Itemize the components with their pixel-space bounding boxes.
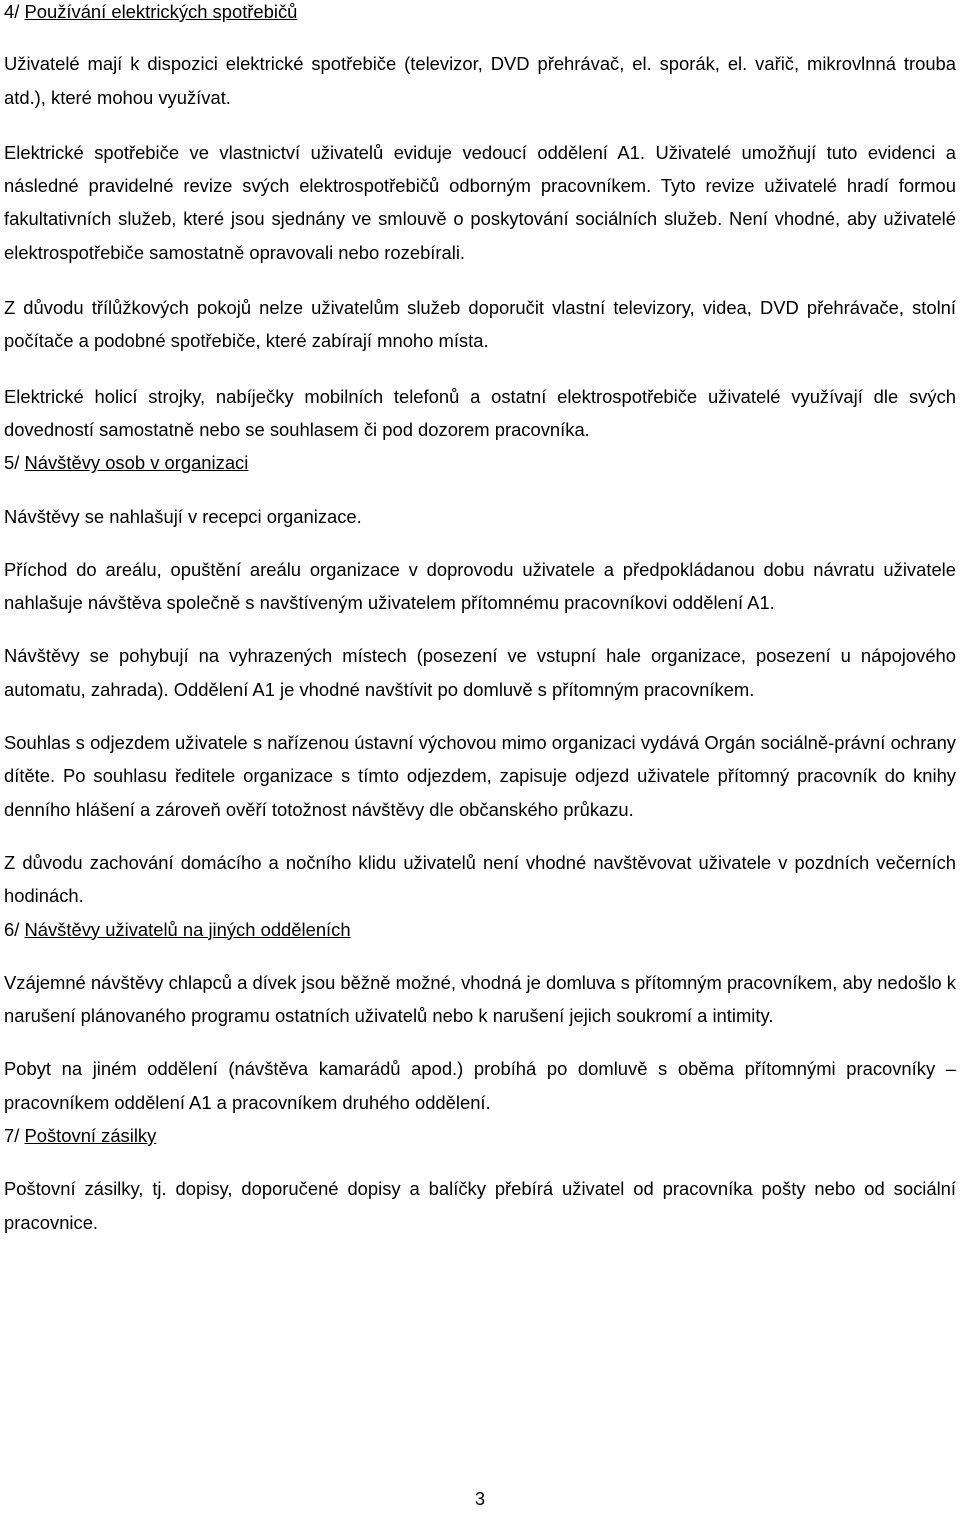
section-number: 7/ — [4, 1125, 20, 1147]
paragraph: Elektrické spotřebiče ve vlastnictví uživatelů eviduje vedoucí oddělení A1. Uživatelé umožňují tuto evidenci a následné pravidelné revize svých elektrospotřebičů odborným pracovníkem. Tyto revize uživatelé hradí formou fakultativních služeb, které jsou sjednány ve smlouvě o poskytování sociálních služeb. Není vhodné, aby uživatelé elektrospotřebiče samostatně opravovali nebo rozebírali. — [4, 141, 956, 263]
section-heading-5 — [4, 446, 956, 479]
section-heading-6 — [4, 913, 956, 946]
paragraph: Příchod do areálu, opuštění areálu organizace v doprovodu uživatele a předpokládanou dobu návratu uživatele nahlašuje návštěva společně s navštíveným uživatelem přítomnému pracovníkovi oddělení A1. — [4, 558, 956, 614]
section-heading-7 — [4, 1119, 956, 1152]
paragraph: Elektrické holicí strojky, nabíječky mobilních telefonů a ostatní elektrospotřebiče uživatelé využívají dle svých dovedností samostatně nebo se souhlasem či pod dozorem pracovníka. — [4, 385, 956, 440]
paragraph: Z důvodu zachování domácího a nočního klidu uživatelů není vhodné navštěvovat uživatele v pozdních večerních hodinách. — [4, 851, 956, 907]
paragraph: Z důvodu třílůžkových pokojů nelze uživatelům služeb doporučit vlastní televizory, videa, DVD přehrávače, stolní počítače a podobné spotřebiče, které zabírají mnoho místa. — [4, 297, 956, 352]
section-title: Používání elektrických spotřebičů — [24, 1, 298, 22]
document-page — [4, 0, 956, 1239]
paragraph: Vzájemné návštěvy chlapců a dívek jsou běžně možné, vhodná je domluva s přítomným pracovníkem, aby nedošlo k narušení plánovaného programu ostatních uživatelů nebo k narušení jejich soukromí a intimity. — [4, 971, 956, 1027]
paragraph: Návštěvy se nahlašují v recepci organizace. — [4, 505, 362, 527]
paragraph: Uživatelé mají k dispozici elektrické spotřebiče (televizor, DVD přehrávač, el. sporák, el. vařič, mikrovlnná trouba atd.), které mohou využívat. — [4, 53, 956, 108]
paragraph: Poštovní zásilky, tj. dopisy, doporučené dopisy a balíčky přebírá uživatel od pracovníka pošty nebo od sociální pracovnice. — [4, 1178, 956, 1233]
section-title: Poštovní zásilky — [24, 1125, 157, 1147]
section-number: 4/ — [4, 1, 20, 22]
paragraph: Souhlas s odjezdem uživatele s nařízenou ústavní výchovou mimo organizaci vydává Orgán sociálně-právní ochrany dítěte. Po souhlasu ředitele organizace s tímto odjezdem, zapisuje odjezd uživatele přítomný pracovník do knihy denního hlášení a zároveň ověří totožnost návštěvy dle občanského průkazu. — [4, 732, 956, 820]
section-heading-4 — [4, 0, 956, 28]
paragraph: Pobyt na jiném oddělení (návštěva kamarádů apod.) probíhá po domluvě s oběma přítomnými pracovníky – pracovníkem oddělení A1 a pracovníkem druhého oddělení. — [4, 1058, 956, 1113]
paragraph: Návštěvy se pohybují na vyhrazených místech (posezení ve vstupní hale organizace, posezení u nápojového automatu, zahrada). Oddělení A1 je vhodné navštívit po domluvě s přítomným pracovníkem. — [4, 645, 956, 700]
section-title: Návštěvy osob v organizaci — [24, 452, 249, 474]
section-number: 5/ — [4, 452, 20, 474]
page-number: 3 — [474, 1488, 486, 1509]
section-number: 6/ — [4, 918, 20, 940]
section-title: Návštěvy uživatelů na jiných odděleních — [24, 918, 351, 940]
